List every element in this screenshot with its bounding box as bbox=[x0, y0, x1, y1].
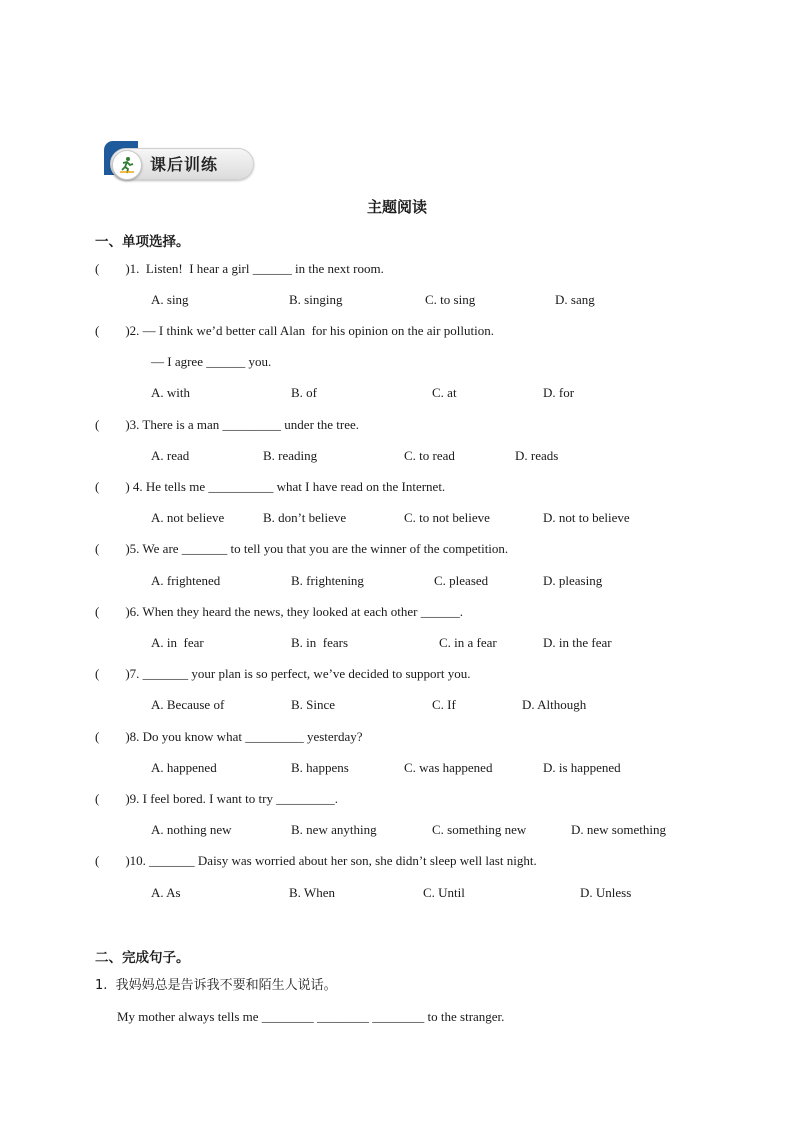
question-8-option-c: C. was happened bbox=[404, 760, 493, 775]
question-7-option-d: D. Although bbox=[522, 697, 587, 712]
question-1-option-b: B. singing bbox=[289, 292, 343, 307]
question-2-reply: — I agree ______ you. bbox=[151, 354, 272, 369]
question-4-option-a: A. not believe bbox=[151, 510, 225, 525]
question-6-option-b: B. in fears bbox=[291, 635, 349, 650]
question-1-stem: ( )1. Listen! I hear a girl ______ in the next room. bbox=[95, 261, 384, 276]
question-4-option-b: B. don’t believe bbox=[263, 510, 347, 525]
question-5-stem: ( )5. We are _______ to tell you that you are the winner of the competition. bbox=[95, 541, 509, 556]
section-heading-choice: 一、单项选择。 bbox=[95, 234, 190, 250]
question-5-option-d: D. pleasing bbox=[543, 573, 603, 588]
question-3-stem: ( )3. There is a man _________ under the tree. bbox=[95, 417, 360, 432]
question-9-option-c: C. something new bbox=[432, 822, 527, 837]
question-5-option-a: A. frightened bbox=[151, 573, 221, 588]
section-badge bbox=[104, 141, 254, 181]
page-title: 主题阅读 bbox=[366, 198, 427, 216]
question-6-option-d: D. in the fear bbox=[543, 635, 612, 650]
question-10-option-c: C. Until bbox=[423, 885, 465, 900]
completion-1-chinese: 1. 我妈妈总是告诉我不要和陌生人说话。 bbox=[95, 978, 337, 993]
question-2-stem: ( )2. — I think we’d better call Alan for his opinion on the air pollution. bbox=[95, 323, 494, 338]
question-7-stem: ( )7. _______ your plan is so perfect, we’ve decided to support you. bbox=[95, 666, 471, 681]
question-2-option-c: C. at bbox=[432, 385, 457, 400]
question-9-option-a: A. nothing new bbox=[151, 822, 232, 837]
question-2-option-a: A. with bbox=[151, 385, 190, 400]
question-7-option-a: A. Because of bbox=[151, 697, 225, 712]
completion-1-english: My mother always tells me ________ ________ ________ to the stranger. bbox=[117, 1009, 505, 1024]
question-1-option-a: A. sing bbox=[151, 292, 189, 307]
question-8-option-d: D. is happened bbox=[543, 760, 621, 775]
question-7-option-b: B. Since bbox=[291, 697, 336, 712]
question-5-option-c: C. pleased bbox=[434, 573, 489, 588]
question-8-stem: ( )8. Do you know what _________ yesterday? bbox=[95, 729, 363, 744]
question-4-stem: ( ) 4. He tells me __________ what I have read on the Internet. bbox=[95, 479, 446, 494]
question-2-option-b: B. of bbox=[291, 385, 317, 400]
question-1-option-d: D. sang bbox=[555, 292, 595, 307]
question-9-option-b: B. new anything bbox=[291, 822, 377, 837]
question-3-option-d: D. reads bbox=[515, 448, 559, 463]
question-3-option-b: B. reading bbox=[263, 448, 318, 463]
question-3-option-c: C. to read bbox=[404, 448, 455, 463]
question-6-option-c: C. in a fear bbox=[439, 635, 497, 650]
question-8-option-a: A. happened bbox=[151, 760, 217, 775]
question-5-option-b: B. frightening bbox=[291, 573, 364, 588]
question-7-option-c: C. If bbox=[432, 697, 456, 712]
question-10-option-b: B. When bbox=[289, 885, 335, 900]
question-2-option-d: D. for bbox=[543, 385, 575, 400]
question-10-option-d: D. Unless bbox=[580, 885, 632, 900]
question-10-stem: ( )10. _______ Daisy was worried about her son, she didn’t sleep well last night. bbox=[95, 853, 537, 868]
question-3-option-a: A. read bbox=[151, 448, 190, 463]
badge-label: 课后训练 bbox=[150, 155, 219, 174]
question-1-option-c: C. to sing bbox=[425, 292, 476, 307]
question-9-stem: ( )9. I feel bored. I want to try _________. bbox=[95, 791, 338, 806]
section-heading-completion: 二、完成句子。 bbox=[95, 950, 190, 966]
question-6-stem: ( )6. When they heard the news, they looked at each other ______. bbox=[95, 604, 463, 619]
question-9-option-d: D. new something bbox=[571, 822, 666, 837]
question-6-option-a: A. in fear bbox=[151, 635, 204, 650]
question-10-option-a: A. As bbox=[151, 885, 181, 900]
question-4-option-d: D. not to believe bbox=[543, 510, 630, 525]
question-8-option-b: B. happens bbox=[291, 760, 349, 775]
question-4-option-c: C. to not believe bbox=[404, 510, 490, 525]
running-figure-icon bbox=[112, 150, 142, 180]
